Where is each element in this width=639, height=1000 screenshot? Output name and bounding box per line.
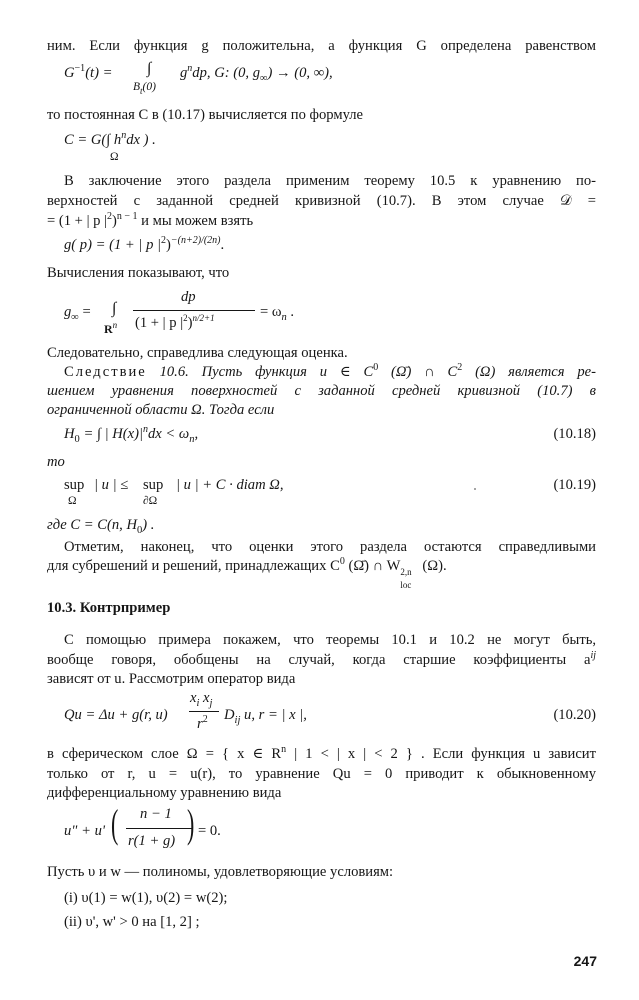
fraction-denominator: (1 + | p $|^2)^{n/2+1}$ <box>135 313 215 331</box>
integral-domain: $B_t(0)$ <box>133 81 156 96</box>
fraction-bar <box>133 310 255 311</box>
text-line: = (1 + | p $|^2)^{n - 1}$ и мы можем взять <box>47 211 254 229</box>
text-line: где C = C(n, $H_0$) . <box>47 517 155 536</box>
formula-g-p: g( p) = (1 + | p $|^2)^{-(n+2)/(2n)}$. <box>64 235 225 253</box>
integral-sign: ∫ <box>112 300 117 317</box>
text-line: в сферическом слое Ω = { x ∈ $R^n$ | 1 < | x | < 2 } . Если функция u зависит <box>47 744 596 762</box>
equation-number: (10.18) <box>553 426 596 442</box>
text-line: Вычисления показывают, что <box>47 265 230 281</box>
condition-item: (i) υ(1) = w(1), υ(2) = w(2); <box>64 890 228 906</box>
text-line: для субрешений и решений, принадлежащих $C^0$ (Ω̄) ∩ W 2,n loc (Ω). <box>47 556 447 590</box>
fraction-numerator: $x_i$ $x_j$ <box>190 690 213 709</box>
sup-label: sup <box>64 477 85 493</box>
condition-item: (ii) υ', w' > 0 на [1, 2] ; <box>64 914 200 930</box>
fraction-denominator: $r^2$ <box>197 714 208 732</box>
text-line: Пусть υ и w — полиномы, удовлетворяющие условиям: <box>47 864 394 880</box>
equation-number: (10.20) <box>553 707 596 723</box>
equation-number: (10.19) <box>553 477 596 493</box>
sup-domain: ∂Ω <box>143 495 158 507</box>
integral-domain: Ω <box>110 151 119 163</box>
text-line: С помощью примера покажем, что теоремы 10.1 и 10.2 не могут быть, <box>64 632 596 648</box>
section-heading: 10.3. Контрпример <box>47 600 171 616</box>
text-line: дифференциальному уравнению вида <box>47 785 282 801</box>
fraction-denominator: r(1 + g) <box>128 833 176 849</box>
integral-sign: ∫ <box>147 60 152 77</box>
formula-g-inverse-body: $g^ndp$, G: (0, $g_\infty) \to (0$, ∞), <box>180 63 333 84</box>
formula-10-19: | u | ≤ <box>94 477 129 493</box>
text-line: то <box>47 454 65 470</box>
left-paren: ( <box>110 801 119 846</box>
formula-ode: u" + u' <box>64 823 105 839</box>
formula-10-20: Qu = Δu + g(r, u) <box>64 707 168 723</box>
formula-10-18: $H_0$ = ∫ | $H(x)|^ndx < \omega_n$, <box>64 424 199 445</box>
formula-g-inf-left: $g_\infty$ = <box>64 304 91 323</box>
fraction-numerator: n − 1 <box>140 806 172 822</box>
text-line: вообще говоря, обобщены на случай, когда старшие коэффициенты $a^{ij}$ <box>47 650 596 668</box>
text-line: верхностей с заданной средней кривизной (10.7). В этом случае 𝒟 = <box>47 193 596 209</box>
fraction-bar <box>189 711 219 712</box>
text-line: то постоянная C в (10.17) вычисляется по формуле <box>47 107 364 123</box>
text-line: ним. Если функция g положительна, а функция G определена равенством <box>47 38 596 54</box>
page-number: 247 <box>573 953 597 969</box>
text-line: только от r, u = u(r), то уравнение Qu = 0 приводит к обыкновенному <box>47 766 596 782</box>
formula-omega: = $\omega_n$ . <box>260 304 295 323</box>
formula-10-19: | u | + C · diam Ω, <box>176 477 284 493</box>
corollary-line: шением уравнения поверхностей с заданной средней кривизной (10.7) в <box>47 383 596 399</box>
formula-g-inverse: $G^{-1}(t)$ = <box>64 63 113 81</box>
formula-C: C = G(∫ $h^ndx$ ) . <box>64 130 156 148</box>
text-line: зависят от u. Рассмотрим оператор вида <box>47 671 296 687</box>
fraction-bar <box>126 828 192 829</box>
integral-domain: $R^n$ <box>104 320 118 336</box>
print-speck <box>474 488 476 490</box>
text-line: Отметим, наконец, что оценки этого раздела остаются справедливыми <box>64 539 596 555</box>
formula-ode: = 0. <box>198 823 221 839</box>
corollary-line: Следствие 10.6. Пусть функция u ∈ $C^0$ (Ω̄) ∩ $C^2$ (Ω) является ре- <box>64 362 596 380</box>
sup-label: sup <box>143 477 164 493</box>
fraction-numerator: dp <box>181 289 196 305</box>
text-line: Следовательно, справедлива следующая оценка. <box>47 345 348 361</box>
text-line: В заключение этого раздела применим теорему 10.5 к уравнению по- <box>64 173 596 189</box>
corollary-line: ограниченной области Ω. Тогда если <box>47 402 275 418</box>
sup-domain: Ω <box>68 495 77 507</box>
right-paren: ) <box>186 801 195 846</box>
formula-10-20: $D_{ij}$ u, r = | x |, <box>224 707 307 726</box>
